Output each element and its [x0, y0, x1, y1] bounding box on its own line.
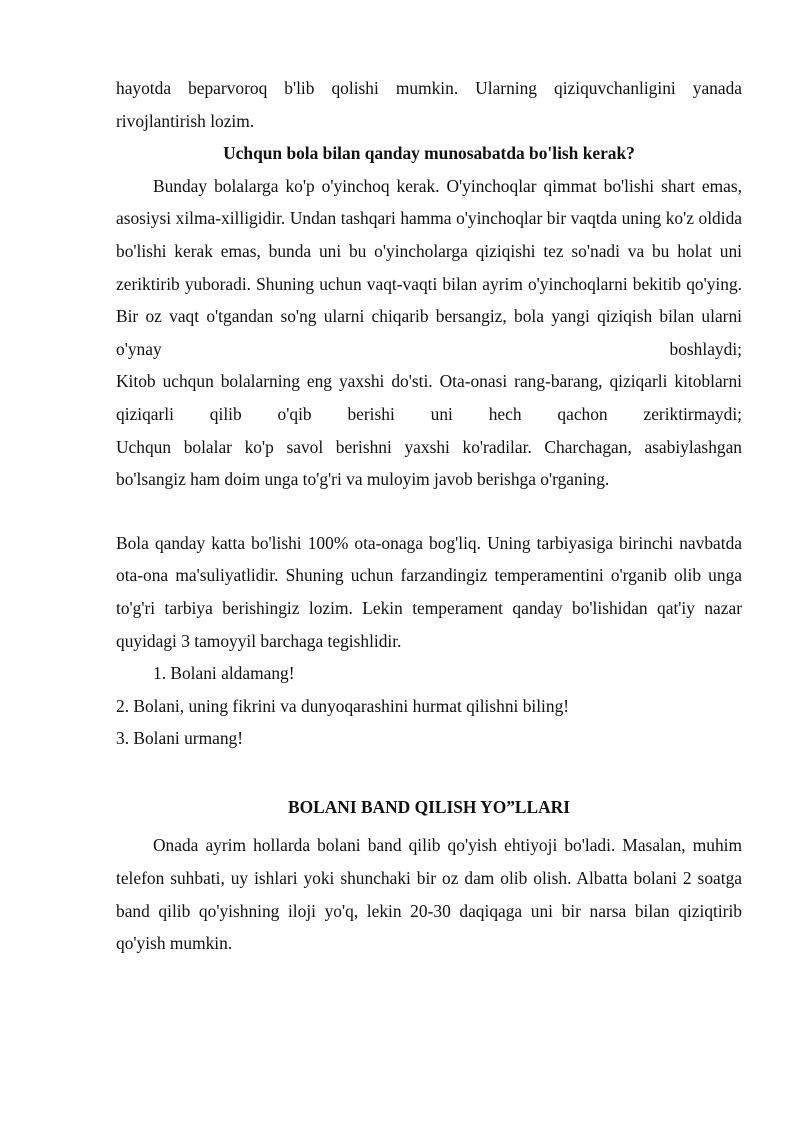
section3-heading: BOLANI BAND QILISH YO”LLARI	[287, 796, 570, 817]
section2-paragraph: Bola qanday katta bo'lishi 100% ota-onaga bog'liq. Uning tarbiyasiga birinchi navbatda ota-ona ma'suliyatlidir. Shuning uchun farzandingiz temperamentini o'rganib olib unga to'g'ri tarbiya berishingiz lozim. Lekin temperament qanday bo'lishidan qat'iy nazar quyidagi 3 tamoyyil barchaga tegishlidir.	[116, 532, 742, 651]
rule-item-2: 2. Bolani, uning fikrini va dunyoqarashini hurmat qilishni biling!	[116, 695, 570, 716]
section3-paragraph: Onada ayrim hollarda bolani band qilib qo'yish ehtiyoji bo'ladi. Masalan, muhim telefon suhbati, uy ishlari yoki shunchaki bir oz dam olib olish. Albatta bolani 2 soatga band qilib qo'yishning iloji yo'q, lekin 20-30 daqiqaga uni bir narsa bilan qiziqtirib qo'yish mumkin.	[116, 835, 742, 954]
section1-para-a: Bunday bolalarga ko'p o'yinchoq kerak. O'yinchoqlar qimmat bo'lishi shart emas, asosiysi xilma-xilligidir. Undan tashqari hamma o'yinchoqlar bir vaqtda uning ko'z oldida bo'lishi kerak emas, bunda uni bu o'yincholarga qiziqishi tez so'nadi va bu holat uni zeriktirib yuboradi. Shuning uchun vaqt-vaqti bilan ayrim o'yinchoqlarni bekitib qo'ying. Bir oz vaqt o'tgandan so'ng ularni chiqarib bersangiz, bola yangi qiziqish bilan ularni o'ynay boshlaydi;	[116, 175, 742, 359]
rule-item-3: 3. Bolani urmang!	[116, 728, 244, 749]
section1-para-c: Uchqun bolalar ko'p savol berishni yaxshi ko'radilar. Charchagan, asabiylashgan bo'lsangiz ham doim unga to'g'ri va muloyim javob berishga o'rganing.	[116, 436, 742, 490]
section1-paragraph	[116, 170, 742, 496]
section1-para-b: Kitob uchqun bolalarning eng yaxshi do'sti. Ota-onasi rang-barang, qiziqarli kitoblarni qiziqarli qilib o'qib berishi uni hech qachon zeriktirmaydi;	[116, 371, 742, 424]
document-page	[116, 72, 742, 960]
spacer	[116, 496, 742, 527]
rule-item-1: 1. Bolani aldamang!	[153, 663, 295, 684]
spacer	[116, 755, 742, 791]
intro-paragraph: hayotda beparvoroq b'lib qolishi mumkin. Ularning qiziquvchanligini yanada rivojlantirish lozim.	[116, 78, 742, 131]
section1-heading: Uchqun bola bilan qanday munosabatda bo'lish kerak?	[223, 143, 635, 164]
